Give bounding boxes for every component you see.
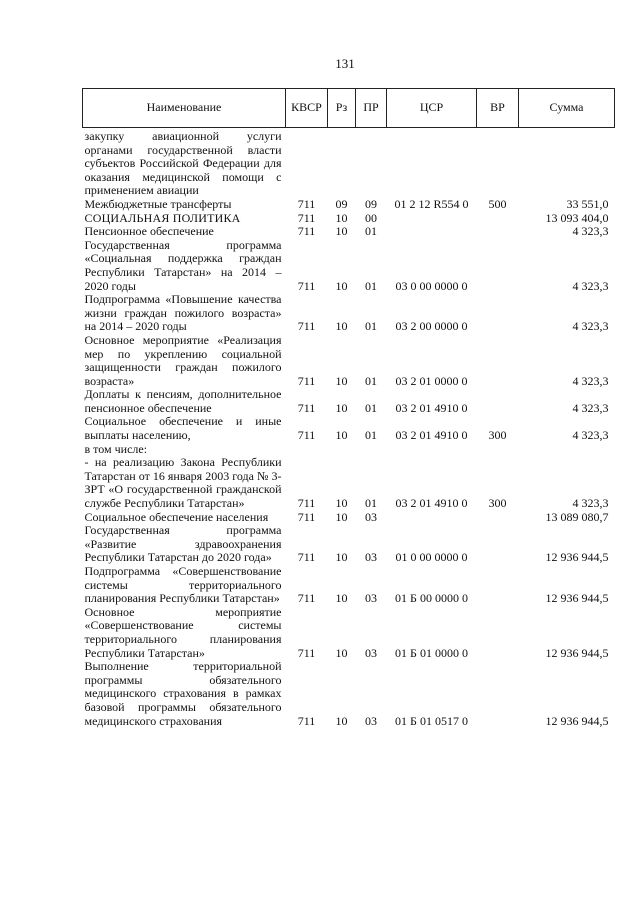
row-vr: 300 — [488, 428, 507, 443]
row-kvsr: 711 — [297, 400, 316, 415]
row-name: закупку авиационной услуги органами государственной власти субъектов Российской Федерации для оказания медицинской помощи с применением авиации — [84, 129, 282, 198]
row-rz: 10 — [335, 428, 348, 443]
row-csr: 01 Б 01 0517 0 — [395, 713, 468, 728]
row-csr: 01 0 00 0000 0 — [395, 550, 468, 565]
table-row — [83, 660, 615, 728]
row-pr: 01 — [365, 373, 377, 388]
row-vr — [477, 128, 519, 198]
row-vr — [477, 443, 519, 457]
row-rz: 10 — [335, 278, 348, 293]
row-kvsr: 711 — [297, 373, 316, 388]
row-rz: 10 — [335, 591, 348, 606]
row-name: Пенсионное обеспечение — [84, 224, 214, 239]
row-vr — [477, 606, 519, 660]
row-name: Социальное обеспечение и иные выплаты населению, — [84, 414, 282, 443]
row-rz: 09 — [335, 196, 348, 211]
row-rz: 10 — [335, 713, 348, 728]
row-pr: 03 — [365, 713, 377, 728]
row-kvsr: 711 — [297, 224, 316, 239]
row-kvsr: 711 — [297, 496, 316, 511]
row-vr — [477, 225, 519, 239]
row-rz: 10 — [335, 210, 348, 225]
row-csr — [387, 225, 477, 239]
table-body — [83, 128, 615, 729]
row-pr: 03 — [365, 645, 377, 660]
row-sum: 12 936 944,5 — [545, 591, 609, 606]
row-pr: 03 — [365, 509, 377, 524]
header-rz: Рз — [328, 89, 356, 128]
row-rz: 10 — [335, 645, 348, 660]
row-csr: 03 2 01 4910 0 — [395, 496, 468, 511]
row-name: в том числе: — [84, 441, 148, 456]
row-pr: 01 — [365, 278, 377, 293]
row-sum: 4 323,3 — [572, 373, 609, 388]
row-csr: 03 0 00 0000 0 — [395, 278, 468, 293]
row-name: Межбюджетные трансферты — [84, 196, 232, 211]
row-kvsr: 711 — [297, 319, 316, 334]
row-pr: 01 — [365, 496, 377, 511]
row-sum: 33 551,0 — [566, 196, 609, 211]
row-csr — [387, 212, 477, 226]
row-vr — [477, 660, 519, 728]
row-csr: 03 2 01 4910 0 — [395, 428, 468, 443]
row-sum: 4 323,3 — [572, 319, 609, 334]
row-kvsr — [286, 128, 328, 198]
row-rz — [328, 443, 356, 457]
row-sum: 13 093 404,0 — [545, 210, 609, 225]
row-pr: 01 — [365, 428, 377, 443]
row-csr: 03 2 00 0000 0 — [395, 319, 468, 334]
row-sum — [519, 128, 615, 198]
row-sum: 4 323,3 — [572, 278, 609, 293]
table-row — [83, 212, 615, 226]
header-csr: ЦСР — [387, 89, 477, 128]
row-kvsr: 711 — [297, 591, 316, 606]
row-rz: 10 — [335, 496, 348, 511]
table-row — [83, 524, 615, 565]
row-sum: 12 936 944,5 — [545, 645, 609, 660]
row-name: Подпрограмма «Совершенствование системы территориального планирования Республики Татарстан» — [84, 564, 282, 606]
row-vr — [477, 239, 519, 293]
row-vr — [477, 388, 519, 415]
table-row — [83, 415, 615, 442]
row-name: Государственная программа «Развитие здравоохранения Республики Татарстан до 2020 года» — [84, 523, 282, 565]
row-csr — [387, 511, 477, 525]
row-name: Выполнение территориальной программы обязательного медицинского страхования в рамках базовой программы обязательного медицинского страхования — [84, 659, 282, 728]
header-sum: Сумма — [519, 89, 615, 128]
row-pr: 09 — [365, 196, 377, 211]
row-vr: 500 — [488, 196, 507, 211]
row-name: Подпрограмма «Повышение качества жизни граждан пожилого возраста» на 2014 – 2020 годы — [84, 292, 282, 334]
row-kvsr: 711 — [297, 196, 316, 211]
row-name: Основное мероприятие «Совершенствование системы территориального планирования Республики Татарстан» — [84, 604, 282, 660]
table-row — [83, 128, 615, 198]
header-name: Наименование — [83, 89, 286, 128]
row-pr — [356, 128, 387, 198]
row-csr: 01 Б 00 0000 0 — [395, 591, 468, 606]
row-csr — [387, 128, 477, 198]
row-vr: 300 — [488, 496, 507, 511]
table-row — [83, 198, 615, 212]
row-csr — [387, 443, 477, 457]
row-vr — [477, 212, 519, 226]
table-row — [83, 456, 615, 510]
row-sum: 4 323,3 — [572, 224, 609, 239]
row-pr: 03 — [365, 550, 377, 565]
row-rz: 10 — [335, 319, 348, 334]
row-vr — [477, 334, 519, 388]
table-row — [83, 334, 615, 388]
row-rz: 10 — [335, 373, 348, 388]
row-pr: 01 — [365, 319, 377, 334]
row-name: Основное мероприятие «Реализация мер по укреплению социальной защищенности граждан пожилого возраста» — [84, 332, 282, 388]
row-sum: 12 936 944,5 — [545, 550, 609, 565]
row-kvsr: 711 — [297, 278, 316, 293]
row-csr: 01 2 12 R554 0 — [394, 196, 469, 211]
row-pr: 01 — [365, 224, 377, 239]
table-row — [83, 388, 615, 415]
row-rz: 10 — [335, 224, 348, 239]
row-csr: 03 2 01 0000 0 — [395, 373, 468, 388]
row-pr: 03 — [365, 591, 377, 606]
header-vr: ВР — [477, 89, 519, 128]
row-sum: 13 089 080,7 — [545, 509, 609, 524]
header-kvsr: КВСР — [286, 89, 328, 128]
header-pr: ПР — [356, 89, 387, 128]
row-name: Доплаты к пенсиям, дополнительное пенсионное обеспечение — [84, 387, 282, 415]
row-kvsr: 711 — [297, 550, 316, 565]
table-header — [83, 89, 615, 128]
row-rz — [328, 128, 356, 198]
row-name: Социальное обеспечение населения — [84, 509, 269, 524]
row-kvsr: 711 — [297, 509, 316, 524]
row-kvsr: 711 — [297, 713, 316, 728]
row-csr: 01 Б 01 0000 0 — [395, 645, 468, 660]
row-pr — [356, 443, 387, 457]
row-vr — [477, 511, 519, 525]
budget-table — [82, 88, 615, 728]
row-kvsr: 711 — [297, 428, 316, 443]
table-row — [83, 239, 615, 293]
row-vr — [477, 524, 519, 565]
row-pr: 01 — [365, 400, 377, 415]
row-pr: 00 — [365, 210, 377, 225]
row-sum: 4 323,3 — [572, 496, 609, 511]
row-rz: 10 — [335, 400, 348, 415]
table-row — [83, 606, 615, 660]
table-row — [83, 565, 615, 606]
row-sum: 4 323,3 — [572, 400, 609, 415]
table-row — [83, 511, 615, 525]
row-kvsr: 711 — [297, 645, 316, 660]
table-row — [83, 443, 615, 457]
row-name: СОЦИАЛЬНАЯ ПОЛИТИКА — [84, 210, 241, 225]
row-sum: 12 936 944,5 — [545, 713, 609, 728]
row-name: Государственная программа «Социальная поддержка граждан Республики Татарстан» на 2014 – 2020 годы — [84, 237, 282, 293]
row-sum — [519, 443, 615, 457]
row-rz: 10 — [335, 550, 348, 565]
page-number: 131 — [335, 56, 355, 71]
table-row — [83, 225, 615, 239]
row-rz: 10 — [335, 509, 348, 524]
row-kvsr — [286, 443, 328, 457]
table-row — [83, 293, 615, 334]
row-vr — [477, 293, 519, 334]
row-kvsr: 711 — [297, 210, 316, 225]
row-name: - на реализацию Закона Республики Татарстан от 16 января 2003 года № 3-ЗРТ «О государственной гражданской службе Республики Татарстан» — [84, 455, 282, 511]
row-sum: 4 323,3 — [572, 428, 609, 443]
row-vr — [477, 565, 519, 606]
row-csr: 03 2 01 4910 0 — [395, 400, 468, 415]
